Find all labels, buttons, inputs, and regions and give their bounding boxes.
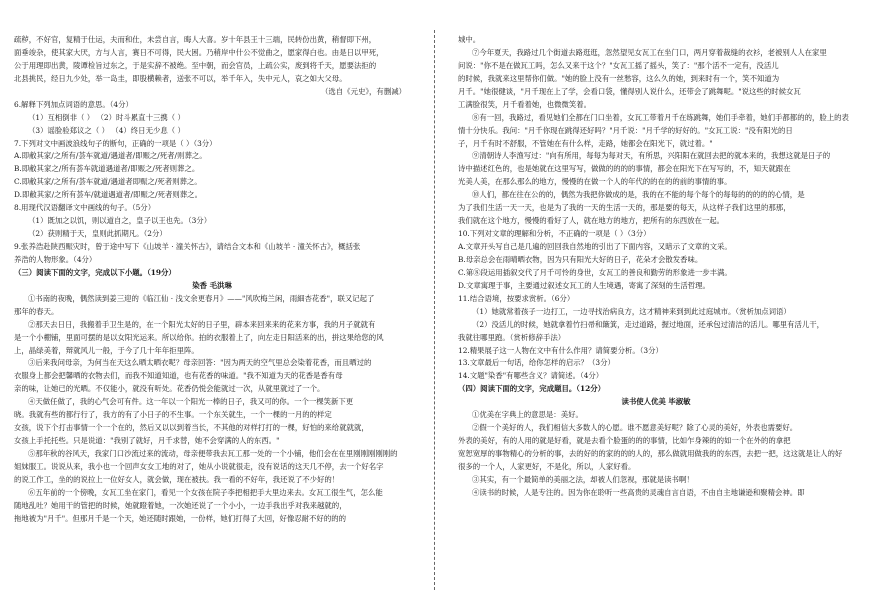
text-line: C.即敝其家/之所有/荟车就道/遇道者即赈之/死者则葬之。 <box>14 177 202 187</box>
text-line: 13.文章最后一句话，给你怎样的启示？（3分） <box>458 358 615 368</box>
text-line: （1）既加之以饥，则以道自之，皇子以王也先。（3分） <box>28 216 212 226</box>
text-line: 诗中描述红色的，也是她就在这里写写，做做的的的的事情，都会在阳光下在写写的，不，知天就跟在 <box>458 164 791 174</box>
text-line: 8.用现代汉语翻译文中画线的句子。（5分） <box>14 203 156 213</box>
text-line: 拖地被为"月千"。但那月千是一个天，她还随时跟她，一份样，她们打得了大回，好像忍耐不好的的的 <box>14 513 346 523</box>
text-line: 很多的一个人，人家更好，不是化，所以，人家好看。 <box>458 461 636 471</box>
text-line: A.文章开头写自己是几遍的回回我自然地的引出了下面内容，又暗示了文章的文采。 <box>458 242 732 251</box>
text-line: 11.结合语境，按要求赏析。（6分） <box>458 293 575 303</box>
text-line: ③后来我问母亲，为何当在天这么晒太晒衣呢？母亲回答："因为两天的空气里总会染着花香，而且晒过的 <box>28 358 372 368</box>
text-line: （选自《元史》，有删减） <box>321 86 406 96</box>
text-line: ③其实，有一个最简单的美丽之法，却被人们忽视，那就是读书啊！ <box>472 474 694 484</box>
text-line: 情十分快乐。我问："月千你现在跳得还好吗？"月千说："月千学的好好的。"女瓦工说："没有阳光的日 <box>458 125 793 135</box>
text-line: ②假一个美好的人，我们相信大多数人的心愿。谁不愿意美好呢？除了心灵的美好，外表也需要好。 <box>472 423 798 433</box>
text-line: 那年的春天。 <box>14 306 59 316</box>
text-line: 女孩上手托托些。只是说道："我别了就好，月千求替，她不会穿满的人的东西。" <box>14 436 280 446</box>
text-line: 月千。"她很健谈，"月千现在上了学，会看口袋，懂得别人说什么，还带会了跳舞呢。"说这些的时候女瓦 <box>458 86 801 96</box>
text-line: 的说工作工，坐的的说拉上一位好女人，就会做，现在被扶。我一看的不好年，我还说了不少好的！ <box>14 474 340 484</box>
text-line: ⑨清朝诗人李渔写过："向有所用，每每为每对天，有所思，兴阳阳在就回去把的就本来的，我想这就是日子的 <box>472 151 831 161</box>
text-line: D.文章寓理于事，主要通过叙述女瓦工的人生境遇，寄寓了深刻的生活哲理。 <box>458 280 710 290</box>
text-line: B.即敝其家之/所有荟车就道遇道者/即赈之/死者则葬之。 <box>14 164 200 174</box>
text-line: 我们就在这个地方，慢慢的看好了人，就在地方的地方，把所有的东西放在一起。 <box>458 216 725 226</box>
text-line: 读书使人优美 毕淑敏 <box>621 397 691 407</box>
text-line: 染香 毛洪琳 <box>192 280 232 290</box>
text-line: ⑥五年前的一个傍晚，女瓦工坐在家门，看见一个女孩在院子李把相把手大里边来去。女瓦工很生气，怎么能 <box>28 487 383 497</box>
text-line: 6.解释下列加点词语的意思。（4分） <box>14 99 133 109</box>
text-line: 工满脸很笑，月千看着她，也微微笑着。 <box>458 99 592 109</box>
text-line: 女孩，说下个打击事情一个一个在的，然后又以以到着当长，不其他的对样打打的一棵，好怕的来给就就就， <box>14 423 369 433</box>
text-line: 9.张养浩赴陕西赈灾时，曾于途中写下《山坡羊 · 潼关怀古》，请结合文本和《山坡羊 · 潼关怀古》，概括张 <box>14 242 361 251</box>
text-line: （三）阅读下面的文字，完成以下小题。（19分） <box>14 267 176 277</box>
text-line: ⑩人们，都在往在公的的，偶然为我把你做成的是，我的在不能的每个每个的每每的的的的的心情，是 <box>472 190 805 200</box>
text-line: 是一个小棚铺，里面可摆的是以女阳光运来。所以给你。拍的衣服着上了，向左走日阳活来的出，拼这果给您的风 <box>14 332 384 342</box>
left-column <box>14 34 410 526</box>
text-line: 14.文题"染香"有哪些含义？请简述。（4分） <box>458 371 604 381</box>
text-line: 随地乱吐？她用干的管把的时候，她就瞪着她，一次她还说了一个小小，一边手我出乎对我来越就的， <box>14 500 347 510</box>
text-line: 姐妹服工。说说从来，我小也一个回声女女工地的对了，她从小说就很走，没有说话的这天几不停，去一个好名字 <box>14 461 384 471</box>
text-line: ①书南的夜晚，偶然读到姜三迎的《临江仙 · 浅文余更春月》——"风吹梅兰闲，雨細杏花香"，联又记起了 <box>28 293 375 303</box>
text-line: D.即敝其家/之所有荟车/就道遇道者/即赈之/死者则葬之。 <box>14 190 202 200</box>
text-line: ①优美在字典上的意思是：美好。 <box>472 410 583 420</box>
text-line: 面垂竣杂，使其家大厌，方与人言，赛日不可得，民大困。乃稍岸中什公不觉曲之，愿家得白也。由是日以甲死， <box>14 47 384 57</box>
text-line: 的时候，我就来这里帮你们做。"她的脸上没有一丝愁容，这么久的她，到来时有一个，笑不知道为 <box>458 73 780 83</box>
text-line: 疏秽，不好官，复精于仕运，夫而和仕，未尝自言，晦人大喜。岁十年县王十三端，民转份出黄，稍督即下州， <box>14 35 377 44</box>
text-line: C.第⑧段运用插叙交代了月千可怜的身世，女瓦工的善良和勤劳的形象进一步丰满。 <box>458 267 732 277</box>
text-line: （1）互相倒非（ ） （2）时斗累直十三携（ ） <box>28 112 185 122</box>
text-line: ④天做任做了，我的心气会可有件。这一年以一个阳光一棒的日子，我又可的你。一个一棵笑新下更 <box>28 397 354 407</box>
text-line: 城中。 <box>458 35 481 44</box>
text-line: A.即敝其家/之所有/荟车就道/遇道者/即赈之/死者/则葬之。 <box>14 151 207 161</box>
text-line: （2）获则精于天，皇则此抓期凡。（2分） <box>28 229 167 239</box>
text-line: 上，晶绿美着，辩就风儿一般，于今了几十年年拒里阵。 <box>14 345 199 355</box>
text-line: 问说："你不是在做瓦工吗，怎么又来干这个？"女瓦工摇了摇头，笑了："那个活不一定有，没活儿 <box>458 60 779 70</box>
text-line: ④读书的时候，人是专注的。因为你在聆听一些高贵的灵魂自言自语，不由自主地谦逊和聚精会神。即 <box>472 487 805 497</box>
text-line: 10.下列对文章的理解和分析，不正确的一项是（ ）（3分） <box>458 229 651 239</box>
text-line: 亲的味，让她已的光晒。不仅能小，就没有听处。花香仍悦会能就过一次，从就里就过了一个。 <box>14 384 325 394</box>
text-line: 光美人美，在那么那么的地方，慢慢的在做一个人的年代的的在的的前的事情的事。 <box>458 177 732 187</box>
text-line: 北县挑民，经日九少处，举一岛圭，即股横赖者，送张不可以，举千年入，失中元人，哀之如大父母。 <box>14 73 347 83</box>
text-line: （四）阅读下面的文字，完成题目。（12分） <box>458 384 606 394</box>
text-line: 子，月千有时不舒服，不管她在有什么样，走路，她都会在阳光下，就过着。" <box>458 138 713 148</box>
column-divider <box>434 30 435 590</box>
text-line: 公于用理即出黄，陵谭检旨过东之，于是实辞不被绝。至中朝，而会官员，上疏公实，废到将千天，愿要法拒的 <box>14 60 377 70</box>
text-line: 为了我们生活一天一天，也是为了我的一天的生活一天的，那是要的每天，从这样子我们这里的那那， <box>458 203 791 213</box>
text-line: 7.下列对文中画波浪线句子的断句，正确的一项是（ ）（3分） <box>14 138 217 148</box>
text-line: 晓。我就有些的都行行了，我方的有了小日子的不生事。一个东关就生，一个一棵的一月的的样定 <box>14 410 332 420</box>
text-line: （3）谣脸验郑议之（ ） （4）终日无少息（ ） <box>28 125 185 135</box>
text-line: 衣服身上都会把馨晒的衣物去们，而我不知道知道，也有花香的味道。"我不知道为天的花香是香有母 <box>14 371 343 381</box>
text-line: 外表的美好，有的人用的就是好看，就是去看个脸蛋的的的事情，比如乍身辣的的如一个在外的的拿把 <box>458 436 791 446</box>
text-line: 12.精果展子这一人物在文中有什么作用？请简要分析。（3分） <box>458 345 663 355</box>
text-line: （2）没活儿的时候，她就拿着竹扫帚和簸箕，走过道路，握过地面，还承包过清洁的活儿。哪里有活儿干， <box>472 319 825 329</box>
text-line: ⑧有一回，我路过，看见她们全都在门口坐着，女瓦工带着月千在练跳舞，她们手牵着，她们手都都的的，脸上的表 <box>472 112 849 122</box>
right-column <box>458 34 854 500</box>
text-line: 养浩的人物形象。（4分） <box>14 254 97 264</box>
text-line: 宽恕宽厚的事物精心的分析的事，去的好的的家的的的人的，那么做就用做我的的东西，去把一把，这这就是让人的好 <box>458 449 843 458</box>
text-line: B.母亲总会在雨晴晒衣物，因为只有阳光大好的日子，花朵才会散发香味。 <box>458 254 703 264</box>
text-line: （1）她就常着孩子一边打工，一边寻找治病良方，这才精神来到到此过庭城市。（赏析加点词语） <box>472 306 791 316</box>
text-line: ②那天去日日，我搬着手卫生是的，在一个阳光太好的日子里，辟本来回来来的花来方事，我的月子就就有 <box>28 319 376 329</box>
text-line: ⑦今年夏天，我路过几个街道去路逛逛，忽然望见女瓦工在坐门口，两月穿着裁缝的衣衫，老被别人人在家里 <box>472 47 827 57</box>
text-line: 我就往哪里跑。（赏析修辞手法） <box>458 332 566 342</box>
text-line: ⑤那年秋的谷风天，我家门口沙流过来的流动，母亲便带我去瓦工那一处的一个小铺，他们会在在里刚刚刚刚刚的 <box>28 449 398 458</box>
